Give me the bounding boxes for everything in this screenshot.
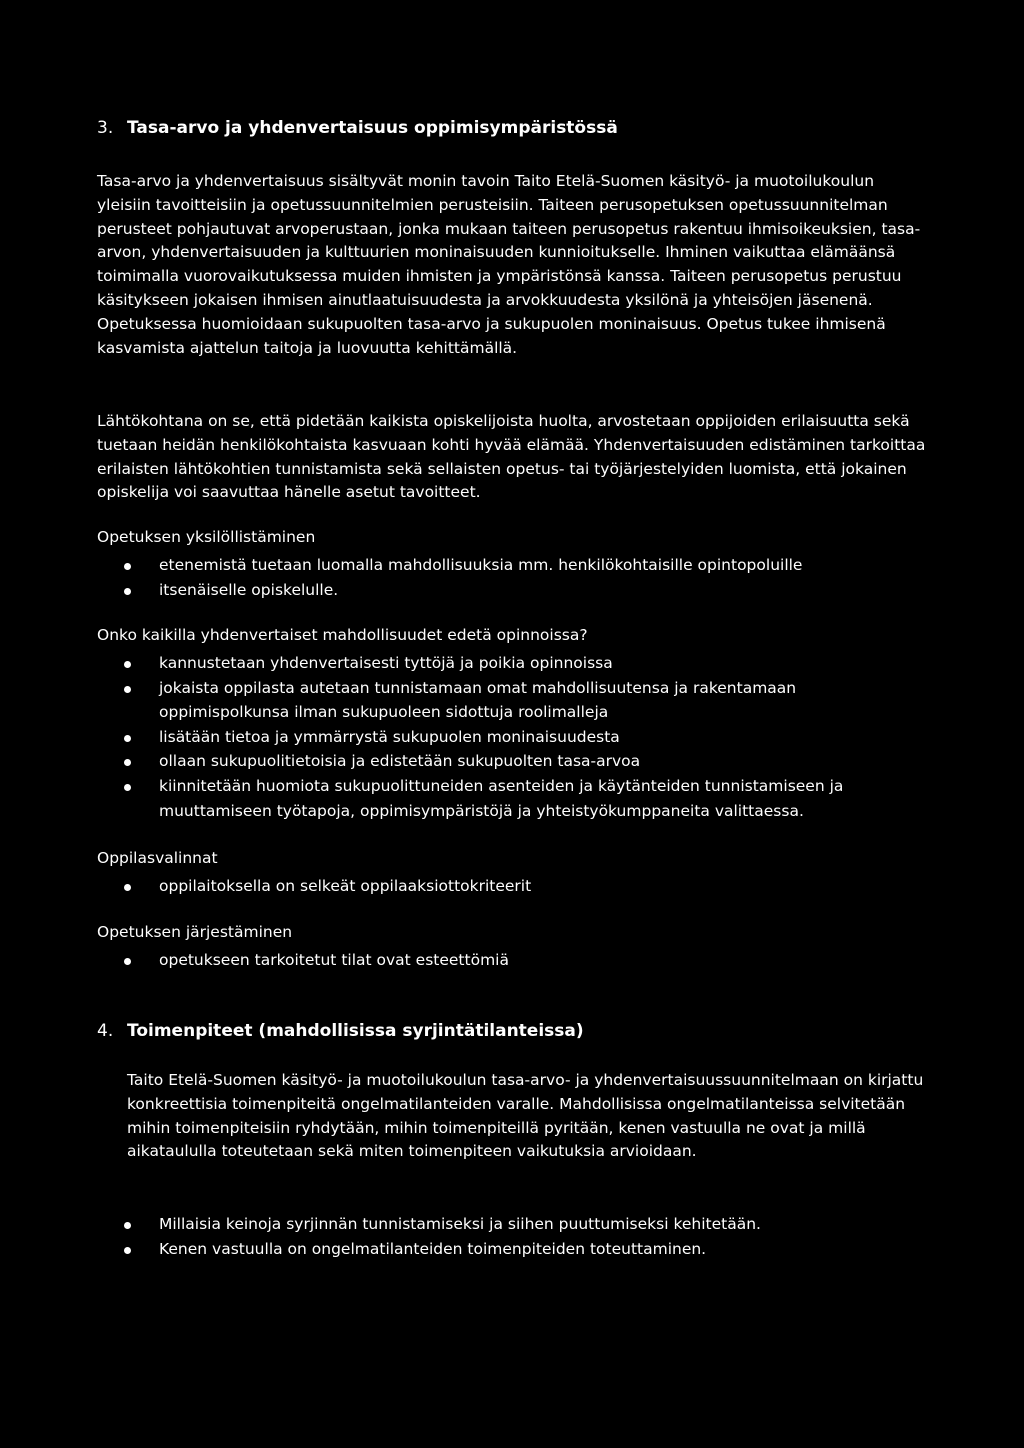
section-4-paragraph [127,1069,927,1164]
paragraph-text: Lähtökohtana on se, että pidetään kaikista opiskelijoista huolta, arvostetaan oppijoiden erilaisuutta sekä tuetaan heidän henkilökohtaista kasvuaan kohti hyvää elämää. Yhdenvertaisuuden edistäminen tarkoittaa erilaisten lähtökohtien tunnistamista sekä sellaisten opetus- tai työjärjestelyiden luomista, että jokainen opiskelija voi saavuttaa hänelle asetut tavoitteet. [97,412,926,502]
group-list-student-selection [97,874,857,899]
section-3-heading [97,118,618,138]
bullet-icon [124,1222,131,1229]
bullet-icon [124,686,131,693]
group-title-equal-opportunities: Onko kaikilla yhdenvertaiset mahdollisuudet edetä opinnoissa? [97,626,588,644]
group-title-student-selection: Oppilasvalinnat [97,849,218,867]
list-item: itsenäiselle opiskelulle. [97,578,857,603]
paragraph-text: Taito Etelä-Suomen käsityö- ja muotoilukoulun tasa-arvo- ja yhdenvertaisuussuunnitelmaan on kirjattu konkreettisia toimenpiteitä ongelmatilanteiden varalle. Mahdollisissa ongelmatilanteissa selvitetään mihin toimenpiteisiin ryhdytään, mihin toimenpiteillä pyritään, kenen vastuulla ne ovat ja millä aikataululla toteutetaan sekä miten toimenpiteen vaikutuksia arvioidaan. [127,1071,924,1161]
bullet-icon [124,958,131,965]
bullet-icon [124,661,131,668]
bullet-icon [124,884,131,891]
bullet-icon [124,563,131,570]
section-4-number: 4. [97,1021,114,1041]
bullet-icon [124,735,131,742]
section-4-heading [97,1021,584,1041]
list-item: jokaista oppilasta autetaan tunnistamaan omat mahdollisuutensa ja rakentamaan oppimispolkunsa ilman sukupuoleen sidottuja roolimalleja [97,676,887,725]
section-4-list [97,1212,897,1261]
section-3-title: Tasa-arvo ja yhdenvertaisuus oppimisympäristössä [127,118,618,138]
list-item: oppilaitoksella on selkeät oppilaaksiottokriteerit [97,874,857,899]
list-item: lisätään tietoa ja ymmärrystä sukupuolen moninaisuudesta [97,725,887,750]
group-title-teaching-arrangement: Opetuksen järjestäminen [97,923,293,941]
list-item: Millaisia keinoja syrjinnän tunnistamiseksi ja siihen puuttumiseksi kehitetään. [97,1212,897,1237]
bullet-icon [124,784,131,791]
list-item: opetukseen tarkoitetut tilat ovat esteettömiä [97,948,857,973]
section-3-number: 3. [97,118,114,138]
section-3-paragraph-2 [97,410,937,505]
list-item: etenemistä tuetaan luomalla mahdollisuuksia mm. henkilökohtaisille opintopoluille [97,553,857,578]
bullet-icon [124,1247,131,1254]
group-list-equal-opportunities [97,651,887,823]
section-4-title: Toimenpiteet (mahdollisissa syrjintätilanteissa) [127,1021,584,1041]
paragraph-text: Tasa-arvo ja yhdenvertaisuus sisältyvät monin tavoin Taito Etelä-Suomen käsityö- ja muotoilukoulun yleisiin tavoitteisiin ja opetussuunnitelmien perusteisiin. Taiteen perusopetuksen opetussuunnitelman perusteet pohjautuvat arvoperustaan, jonka mukaan taiteen perusopetus rakentuu ihmisoikeuksien, tasa-arvon, yhdenvertaisuuden ja kulttuurien moninaisuuden kunnioitukselle. Ihminen vaikuttaa elämäänsä toimimalla vuorovaikutuksessa muiden ihmisten ja ympäristönsä kanssa. Taiteen perusopetus perustuu käsitykseen jokaisen ihmisen ainutlaatuisuudesta ja arvokkuudesta yksilönä ja yhteisöjen jäsenenä. Opetuksessa huomioidaan sukupuolten tasa-arvo ja sukupuolen moninaisuus. Opetus tukee ihmisenä kasvamista ajattelun taitoja ja luovuutta kehittämällä. [97,172,921,357]
list-item: Kenen vastuulla on ongelmatilanteiden toimenpiteiden toteuttaminen. [97,1237,897,1262]
group-list-individualization [97,553,857,602]
section-3-paragraph-1 [97,170,925,360]
group-list-teaching-arrangement [97,948,857,973]
list-item: kannustetaan yhdenvertaisesti tyttöjä ja poikia opinnoissa [97,651,887,676]
bullet-icon [124,588,131,595]
list-item: kiinnitetään huomiota sukupuolittuneiden asenteiden ja käytänteiden tunnistamiseen ja muuttamiseen työtapoja, oppimisympäristöjä ja yhteistyökumppaneita valittaessa. [97,774,887,823]
bullet-icon [124,759,131,766]
list-item: ollaan sukupuolitietoisia ja edistetään sukupuolten tasa-arvoa [97,749,887,774]
group-title-individualization: Opetuksen yksilöllistäminen [97,528,316,546]
